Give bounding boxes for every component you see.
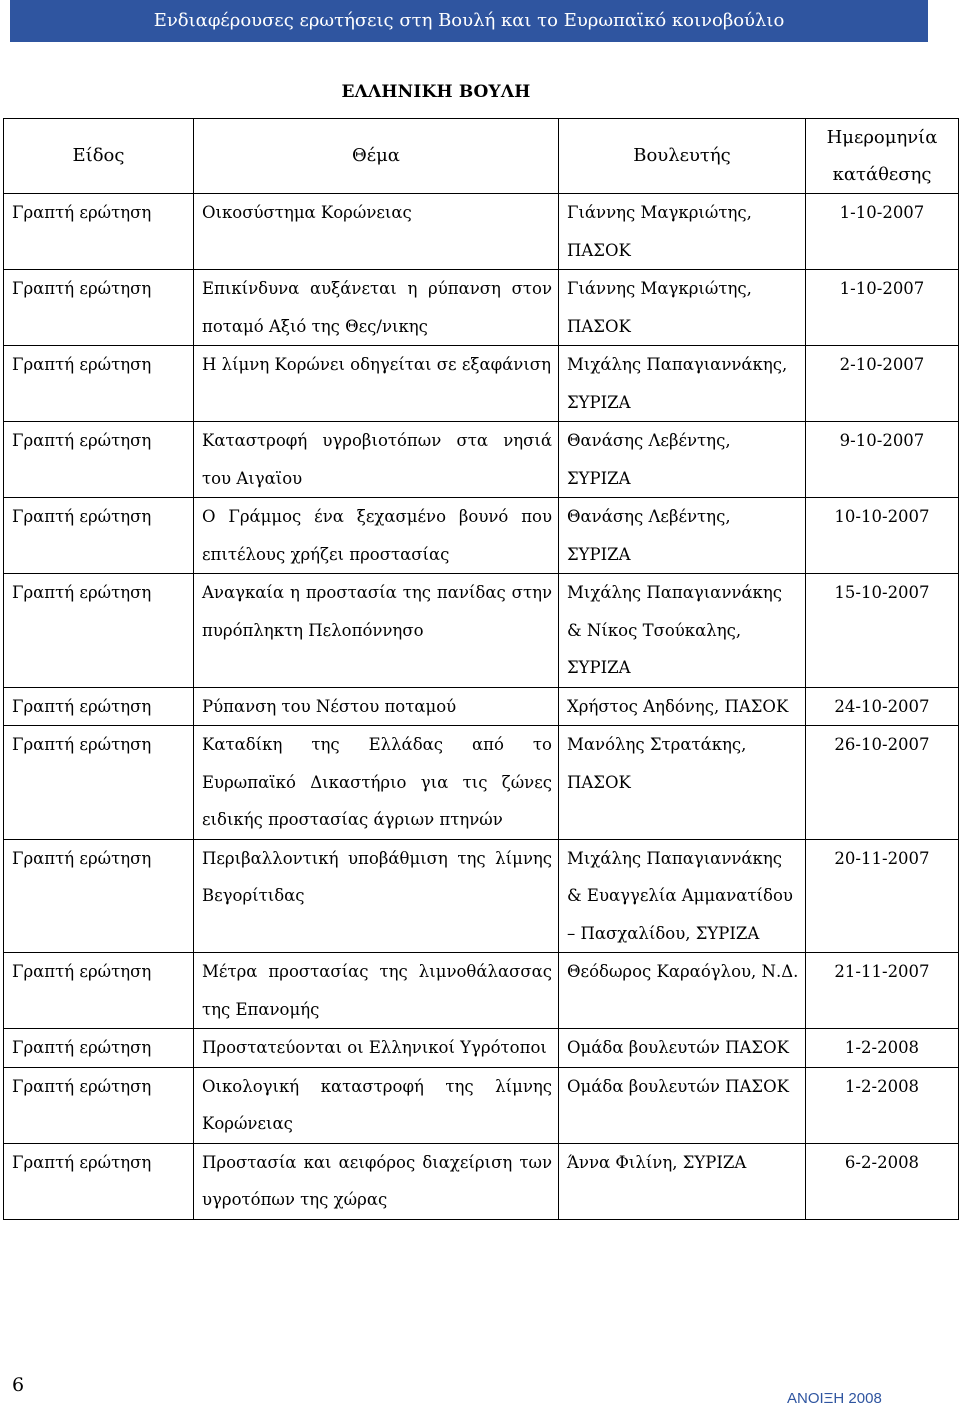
table-row — [4, 687, 959, 726]
cell-type: Γραπτή ερώτηση — [4, 953, 194, 1029]
table-row — [4, 346, 959, 422]
table-row — [4, 194, 959, 270]
cell-type: Γραπτή ερώτηση — [4, 574, 194, 688]
column-header-type: Είδος — [4, 119, 194, 194]
cell-mp: Θανάσης Λεβέντης, ΣΥΡΙΖΑ — [559, 422, 806, 498]
table-row — [4, 953, 959, 1029]
cell-type: Γραπτή ερώτηση — [4, 1143, 194, 1219]
table-row — [4, 270, 959, 346]
cell-mp: Θανάσης Λεβέντης, ΣΥΡΙΖΑ — [559, 498, 806, 574]
cell-mp: Μιχάλης Παπαγιαννάκης & Ευαγγελία Αμμανατίδου – Πασχαλίδου, ΣΥΡΙΖΑ — [559, 839, 806, 953]
table-row — [4, 574, 959, 688]
cell-date: 20-11-2007 — [806, 839, 959, 953]
cell-type: Γραπτή ερώτηση — [4, 498, 194, 574]
cell-date: 1-2-2008 — [806, 1067, 959, 1143]
page-number: 6 — [12, 1374, 25, 1396]
cell-type: Γραπτή ερώτηση — [4, 1029, 194, 1068]
cell-mp: Ομάδα βουλευτών ΠΑΣΟΚ — [559, 1067, 806, 1143]
cell-topic: Ρύπανση του Νέστου ποταμού — [194, 687, 559, 726]
cell-topic: Προστασία και αειφόρος διαχείριση των υγροτόπων της χώρας — [194, 1143, 559, 1219]
cell-type: Γραπτή ερώτηση — [4, 839, 194, 953]
cell-type: Γραπτή ερώτηση — [4, 270, 194, 346]
cell-mp: Ομάδα βουλευτών ΠΑΣΟΚ — [559, 1029, 806, 1068]
cell-topic: Καταστροφή υγροβιοτόπων στα νησιά του Αιγαϊου — [194, 422, 559, 498]
cell-type: Γραπτή ερώτηση — [4, 726, 194, 840]
cell-type: Γραπτή ερώτηση — [4, 687, 194, 726]
cell-type: Γραπτή ερώτηση — [4, 346, 194, 422]
table-row — [4, 839, 959, 953]
cell-date: 1-10-2007 — [806, 270, 959, 346]
cell-type: Γραπτή ερώτηση — [4, 1067, 194, 1143]
cell-topic: Περιβαλλοντική υποβάθμιση της λίμνης Βεγορίτιδας — [194, 839, 559, 953]
cell-date: 2-10-2007 — [806, 346, 959, 422]
cell-mp: Άννα Φιλίνη, ΣΥΡΙΖΑ — [559, 1143, 806, 1219]
document-title: ΕΛΛΗΝΙΚΗ ΒΟΥΛΗ — [341, 82, 531, 102]
cell-topic: Καταδίκη της Ελλάδας από το Ευρωπαϊκό Δικαστήριο για τις ζώνες ειδικής προστασίας άγριων πτηνών — [194, 726, 559, 840]
cell-date: 24-10-2007 — [806, 687, 959, 726]
table-row — [4, 1067, 959, 1143]
cell-mp: Μανόλης Στρατάκης, ΠΑΣΟΚ — [559, 726, 806, 840]
cell-date: 15-10-2007 — [806, 574, 959, 688]
column-header-topic: Θέμα — [194, 119, 559, 194]
cell-topic: Οικολογική καταστροφή της λίμνης Κορώνειας — [194, 1067, 559, 1143]
table-row — [4, 422, 959, 498]
cell-topic: Μέτρα προστασίας της λιμνοθάλασσας της Επανομής — [194, 953, 559, 1029]
cell-date: 10-10-2007 — [806, 498, 959, 574]
footer-season: ΑΝΟΙΞΗ 2008 — [787, 1390, 882, 1407]
cell-mp: Μιχάλης Παπαγιαννάκης, ΣΥΡΙΖΑ — [559, 346, 806, 422]
cell-mp: Μιχάλης Παπαγιαννάκης & Νίκος Τσούκαλης, ΣΥΡΙΖΑ — [559, 574, 806, 688]
column-header-mp: Βουλευτής — [559, 119, 806, 194]
cell-date: 1-2-2008 — [806, 1029, 959, 1068]
questions-table — [3, 118, 959, 1220]
cell-topic: Επικίνδυνα αυξάνεται η ρύπανση στον ποταμό Αξιό της Θες/νικης — [194, 270, 559, 346]
cell-topic: Ο Γράμμος ένα ξεχασμένο βουνό που επιτέλους χρήζει προστασίας — [194, 498, 559, 574]
column-header-date: Ημερομηνία κατάθεσης — [806, 119, 959, 194]
cell-topic: Αναγκαία η προστασία της πανίδας στην πυρόπληκτη Πελοπόννησο — [194, 574, 559, 688]
cell-topic: Προστατεύονται οι Ελληνικοί Υγρότοποι — [194, 1029, 559, 1068]
cell-mp: Χρήστος Αηδόνης, ΠΑΣΟΚ — [559, 687, 806, 726]
table-row — [4, 498, 959, 574]
cell-mp: Γιάννης Μαγκριώτης, ΠΑΣΟΚ — [559, 270, 806, 346]
cell-type: Γραπτή ερώτηση — [4, 422, 194, 498]
cell-date: 9-10-2007 — [806, 422, 959, 498]
cell-mp: Θεόδωρος Καραόγλου, Ν.Δ. — [559, 953, 806, 1029]
table-row — [4, 1029, 959, 1068]
cell-date: 21-11-2007 — [806, 953, 959, 1029]
cell-topic: Η λίμνη Κορώνει οδηγείται σε εξαφάνιση — [194, 346, 559, 422]
table-row — [4, 1143, 959, 1219]
page-header-banner: Ενδιαφέρουσες ερωτήσεις στη Βουλή και το Ευρωπαϊκό κοινοβούλιο — [10, 0, 928, 42]
table-row — [4, 726, 959, 840]
cell-date: 26-10-2007 — [806, 726, 959, 840]
cell-type: Γραπτή ερώτηση — [4, 194, 194, 270]
cell-date: 6-2-2008 — [806, 1143, 959, 1219]
table-header-row — [4, 119, 959, 194]
cell-topic: Οικοσύστημα Κορώνειας — [194, 194, 559, 270]
cell-date: 1-10-2007 — [806, 194, 959, 270]
cell-mp: Γιάννης Μαγκριώτης, ΠΑΣΟΚ — [559, 194, 806, 270]
